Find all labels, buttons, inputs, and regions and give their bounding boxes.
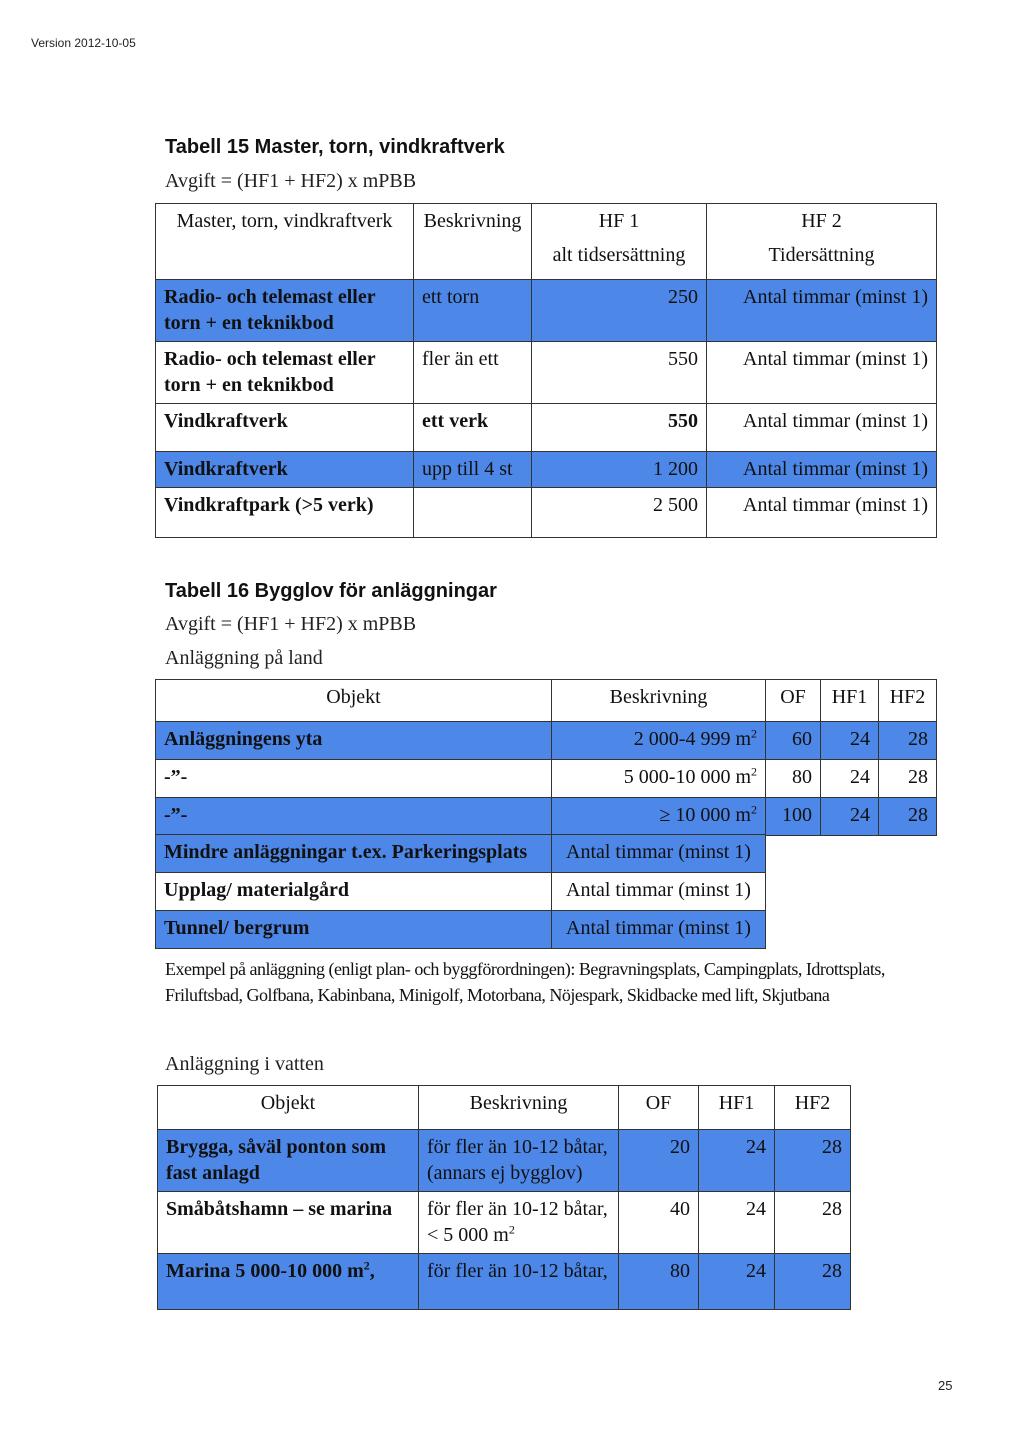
t15-row5-hf2: Antal timmar (minst 1) xyxy=(707,488,937,538)
t16-time-row2-object: Upplag/ materialgård xyxy=(156,873,552,911)
t15-row2-desc: fler än ett xyxy=(414,342,532,404)
t16-land-row3-desc-text: ≥ 10 000 m xyxy=(659,804,751,826)
t15-header-hf2-label: HF 2 xyxy=(801,210,842,232)
t16-land-row1-desc xyxy=(552,722,766,760)
t16-land-row1-hf1: 24 xyxy=(821,722,879,760)
t15-header-hf1-label: HF 1 xyxy=(598,210,640,232)
t16-water-row3-object-suffix: , xyxy=(369,1260,375,1282)
t16-water-row2-desc-text: för fler än 10-12 båtar, < 5 000 m xyxy=(427,1198,608,1246)
t16-water-header-hf2: HF2 xyxy=(775,1086,851,1130)
t15-row4-desc: upp till 4 st xyxy=(414,452,532,488)
t16-land-row3-of: 100 xyxy=(766,798,821,836)
t16-water-header-object: Objekt xyxy=(158,1086,419,1130)
table-15-header-row xyxy=(156,204,937,280)
table-row xyxy=(156,911,766,949)
t16-land-row2-hf2: 28 xyxy=(879,760,937,798)
table-15-formula: Avgift = (HF1 + HF2) x mPBB xyxy=(165,170,417,192)
t16-water-row2-of: 40 xyxy=(619,1192,699,1254)
t15-row2-object: Radio- och telemast eller torn + en teknikbod xyxy=(156,342,414,404)
t15-row4-hf1: 1 200 xyxy=(532,452,707,488)
t16-water-row3-object-text: Marina 5 000-10 000 m xyxy=(166,1260,364,1282)
t16-land-row2-desc xyxy=(552,760,766,798)
example-note: Exempel på anläggning (enligt plan- och byggförordningen): Begravningsplats, Campingplats, Idrottsplats, Friluftsbad, Golfbana, Kabinbana, Minigolf, Motorbana, Nöjespark, Skidbacke med lift, Skjutbana xyxy=(165,959,885,1005)
table-row xyxy=(156,873,766,911)
t15-row3-desc: ett verk xyxy=(414,404,532,452)
t16-time-row2-desc: Antal timmar (minst 1) xyxy=(552,873,766,911)
t16-water-row2-desc xyxy=(419,1192,619,1254)
t16-water-row2-desc-sup: 2 xyxy=(508,1222,515,1237)
t16-time-row1-desc: Antal timmar (minst 1) xyxy=(552,835,766,873)
table-16-land xyxy=(155,679,937,836)
t16-land-row3-object: -”- xyxy=(156,798,552,836)
t15-row5-desc xyxy=(414,488,532,538)
t15-row1-hf2: Antal timmar (minst 1) xyxy=(707,280,937,342)
t16-water-header-of: OF xyxy=(619,1086,699,1130)
t16-land-row3-hf1: 24 xyxy=(821,798,879,836)
t16-water-row3-object-sup: 2 xyxy=(363,1258,370,1273)
t16-land-row2-desc-text: 5 000-10 000 m xyxy=(623,766,751,788)
page-number: 25 xyxy=(938,1378,953,1393)
version-label: Version 2012-10-05 xyxy=(31,36,136,50)
t16-water-row1-desc: för fler än 10-12 båtar, (annars ej bygglov) xyxy=(419,1130,619,1192)
t16-land-row2-of: 80 xyxy=(766,760,821,798)
table-row xyxy=(158,1192,851,1254)
table-row xyxy=(156,342,937,404)
t16-land-row1-desc-text: 2 000-4 999 m xyxy=(633,728,751,750)
table-16-formula: Avgift = (HF1 + HF2) x mPBB xyxy=(165,613,417,635)
table-16-title: Tabell 16 Bygglov för anläggningar xyxy=(165,580,497,602)
table-16-water xyxy=(157,1085,851,1310)
table-row xyxy=(156,722,937,760)
t16-land-row2-hf1: 24 xyxy=(821,760,879,798)
t16-land-header-of: OF xyxy=(766,680,821,722)
t16-water-row3-desc: för fler än 10-12 båtar, xyxy=(419,1254,619,1310)
t15-row4-hf2: Antal timmar (minst 1) xyxy=(707,452,937,488)
t16-time-row3-desc: Antal timmar (minst 1) xyxy=(552,911,766,949)
table-row xyxy=(156,404,937,452)
t16-land-row3-hf2: 28 xyxy=(879,798,937,836)
t16-water-header-description: Beskrivning xyxy=(419,1086,619,1130)
t15-header-hf1 xyxy=(532,204,707,280)
t15-header-hf1-sub: alt tidsersättning xyxy=(552,244,686,266)
t16-water-row2-hf1: 24 xyxy=(699,1192,775,1254)
t15-row5-hf1: 2 500 xyxy=(532,488,707,538)
t15-row5-object: Vindkraftpark (>5 verk) xyxy=(156,488,414,538)
t15-row1-hf1: 250 xyxy=(532,280,707,342)
table-row xyxy=(156,798,937,836)
t15-row1-desc: ett torn xyxy=(414,280,532,342)
t15-row2-hf2: Antal timmar (minst 1) xyxy=(707,342,937,404)
t16-water-row1-hf1: 24 xyxy=(699,1130,775,1192)
t16-water-row3-hf2: 28 xyxy=(775,1254,851,1310)
t16-water-row2-object: Småbåtshamn – se marina xyxy=(158,1192,419,1254)
t16-land-header-object: Objekt xyxy=(156,680,552,722)
t16-time-row3-object: Tunnel/ bergrum xyxy=(156,911,552,949)
t15-row2-hf1: 550 xyxy=(532,342,707,404)
t15-row4-object: Vindkraftverk xyxy=(156,452,414,488)
t15-header-hf2-sub: Tidersättning xyxy=(768,244,875,266)
t16-land-row3-desc xyxy=(552,798,766,836)
t16-land-row1-hf2: 28 xyxy=(879,722,937,760)
t16-land-header-hf2: HF2 xyxy=(879,680,937,722)
t16-water-row3-object xyxy=(158,1254,419,1310)
water-label: Anläggning i vatten xyxy=(165,1053,324,1075)
t16-water-row2-hf2: 28 xyxy=(775,1192,851,1254)
t16-water-row1-hf2: 28 xyxy=(775,1130,851,1192)
table-row xyxy=(156,280,937,342)
t16-land-row3-desc-sup: 2 xyxy=(751,802,757,817)
t15-row1-object: Radio- och telemast eller torn + en teknikbod xyxy=(156,280,414,342)
t16-land-row1-of: 60 xyxy=(766,722,821,760)
table-row xyxy=(158,1130,851,1192)
t15-row3-hf2: Antal timmar (minst 1) xyxy=(707,404,937,452)
t16-time-row1-object: Mindre anläggningar t.ex. Parkeringsplats xyxy=(156,835,552,873)
t16-land-header-description: Beskrivning xyxy=(552,680,766,722)
t16-land-row2-object: -”- xyxy=(156,760,552,798)
t15-row3-hf1: 550 xyxy=(532,404,707,452)
t16-water-header-hf1: HF1 xyxy=(699,1086,775,1130)
table-row xyxy=(156,488,937,538)
table-row xyxy=(156,835,766,873)
t16-land-row1-desc-sup: 2 xyxy=(751,726,757,741)
land-label: Anläggning på land xyxy=(165,647,323,669)
t15-header-description: Beskrivning xyxy=(414,204,532,280)
t16-water-row3-of: 80 xyxy=(619,1254,699,1310)
table-row xyxy=(158,1254,851,1310)
table-15-title: Tabell 15 Master, torn, vindkraftverk xyxy=(165,136,505,158)
t15-row3-object: Vindkraftverk xyxy=(156,404,414,452)
table-15 xyxy=(155,203,937,538)
table-16-water-header-row xyxy=(158,1086,851,1130)
t15-header-hf2 xyxy=(707,204,937,280)
t16-water-row1-object: Brygga, såväl ponton som fast anlagd xyxy=(158,1130,419,1192)
table-row xyxy=(156,452,937,488)
t16-land-header-hf1: HF1 xyxy=(821,680,879,722)
t16-water-row3-hf1: 24 xyxy=(699,1254,775,1310)
table-16-land-header-row xyxy=(156,680,937,722)
t16-land-row2-desc-sup: 2 xyxy=(751,764,757,779)
t16-land-row1-object: Anläggningens yta xyxy=(156,722,552,760)
table-16-land-time xyxy=(155,834,766,949)
t16-water-row1-of: 20 xyxy=(619,1130,699,1192)
table-row xyxy=(156,760,937,798)
t15-header-object: Master, torn, vindkraftverk xyxy=(156,204,414,280)
